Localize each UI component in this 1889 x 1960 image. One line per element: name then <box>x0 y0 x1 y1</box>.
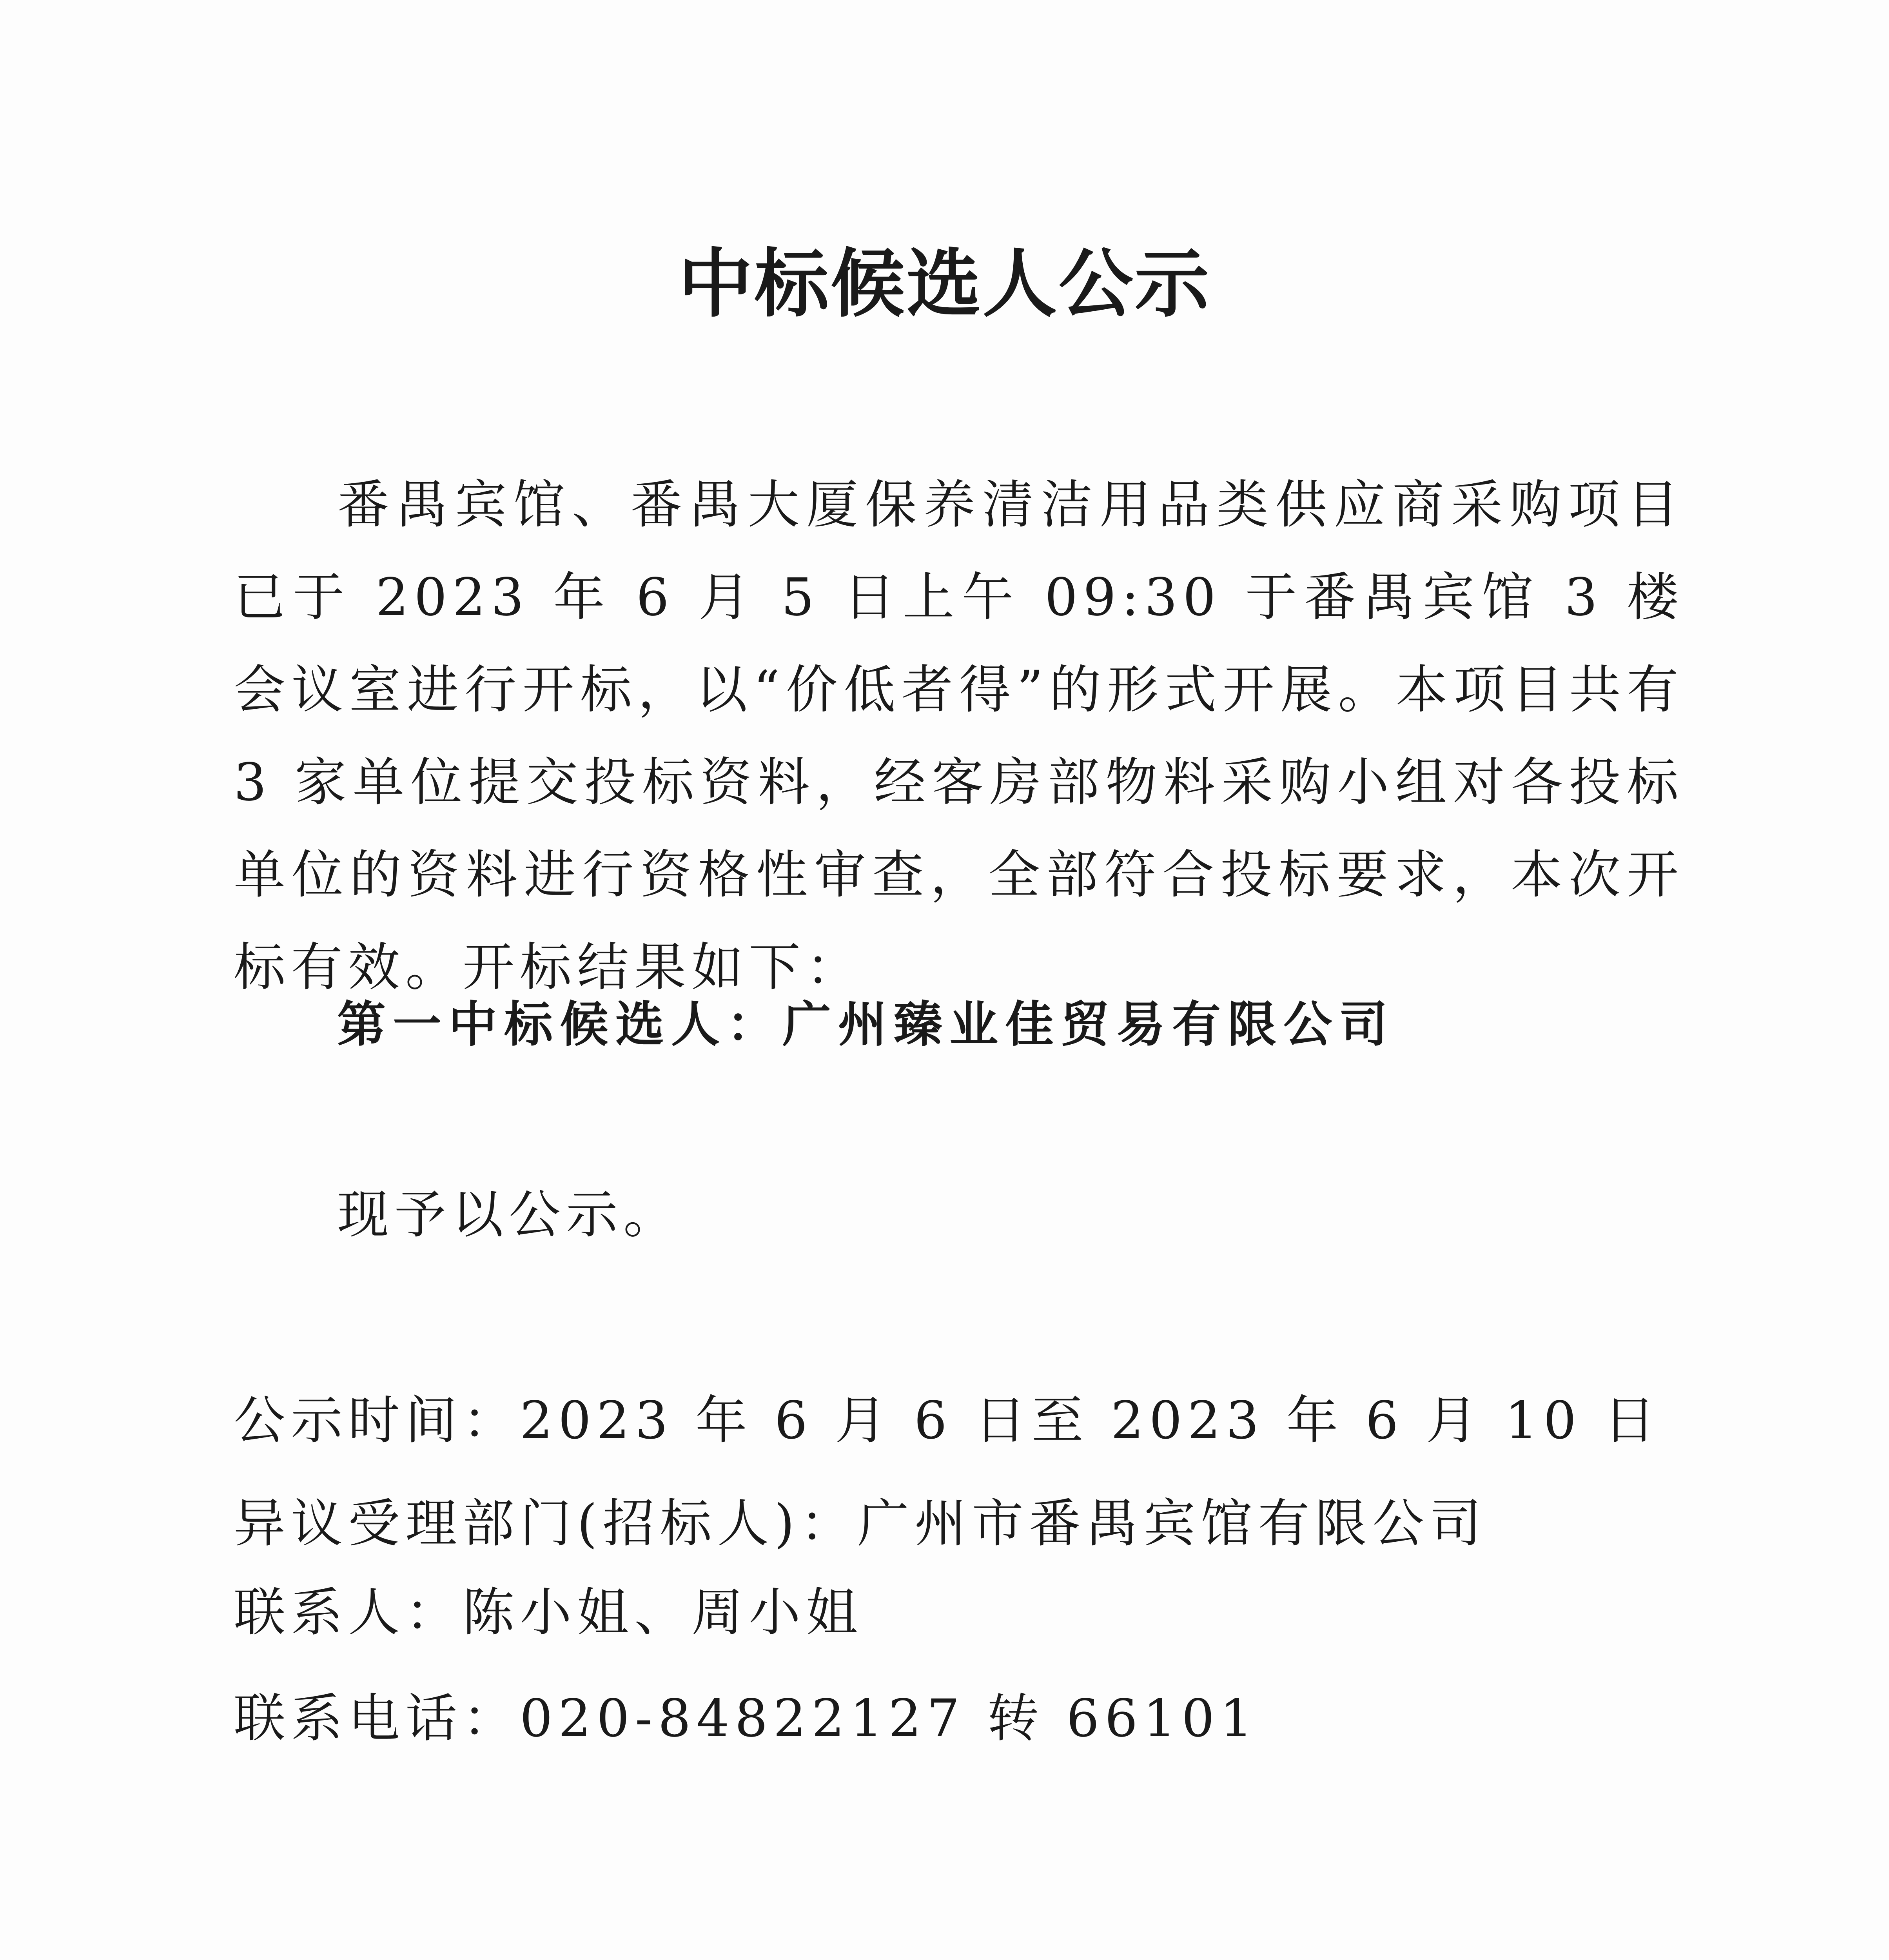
contact-person: 联系人：陈小姐、周小姐 <box>234 1583 863 1643</box>
objection-department: 异议受理部门(招标人)：广州市番禺宾馆有限公司 <box>234 1494 1487 1554</box>
winning-candidate: 第一中标候选人：广州臻业佳贸易有限公司 <box>337 996 1395 1053</box>
page-title: 中标候选人公示 <box>678 241 1211 327</box>
publicity-period: 公示时间：2023 年 6 月 6 日至 2023 年 6 月 10 日 <box>234 1390 1661 1451</box>
body-paragraph: 番禺宾馆、番禺大厦保养清洁用品类供应商采购项目已于 2023 年 6 月 5 日上午 09:30 于番禺宾馆 3 楼会议室进行开标，以“价低者得”的形式开展。本项目共有 3 家单位提交投标资料，经客房部物料采购小组对各投标单位的资料进行资格性审查，全部符合投标要求，本次开标有效。开标结果如下： <box>234 475 1684 998</box>
contact-phone: 联系电话：020-84822127 转 66101 <box>234 1688 1259 1749</box>
announcement-text: 现予以公示。 <box>337 1185 680 1245</box>
